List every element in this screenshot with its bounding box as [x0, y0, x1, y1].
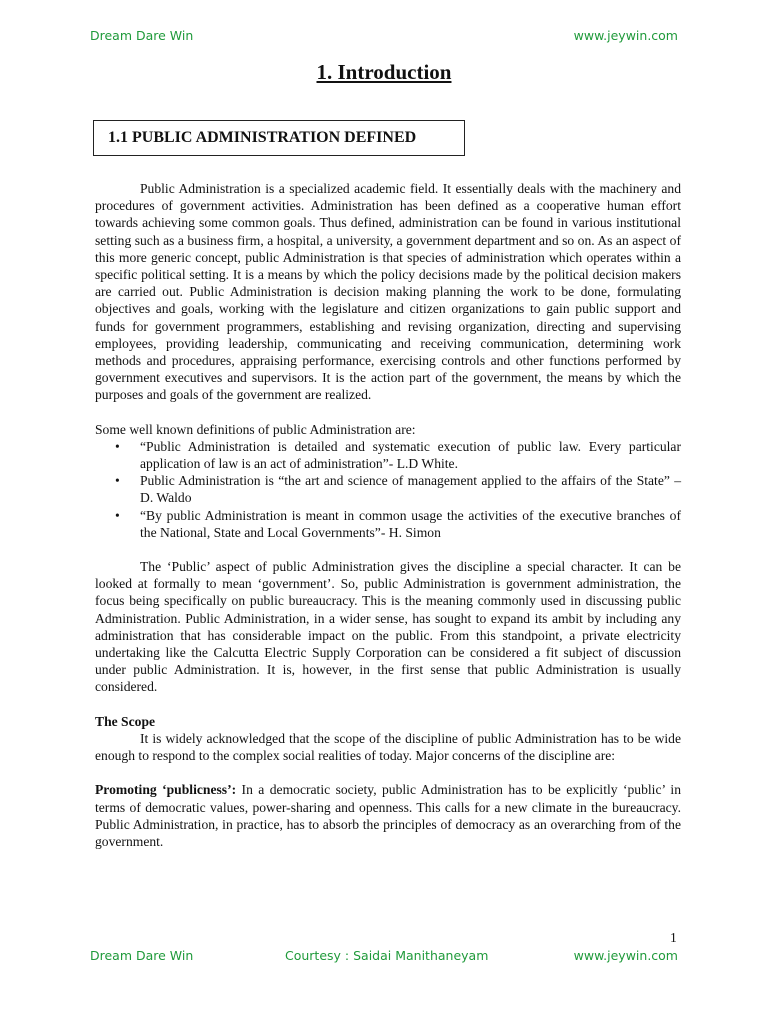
definitions-list	[95, 438, 681, 541]
scope-heading: The Scope	[95, 713, 156, 729]
public-aspect-paragraph: The ‘Public’ aspect of public Administration gives the discipline a special character. It can be looked at formally to mean ‘government’. So, public Administration is government administration, the focus being specifically on public bureaucracy. This is the meaning commonly used in discussing public Administration. Public Administration, in a wider sense, has sought to expand its ambit by including any administration that has considerable impact on the public. From this standpoint, a private electricity undertaking like the Calcutta Electric Supply Corporation can be considered a fit subject of discussion under public Administration. It is, however, in the first sense that public Administration is usually considered.	[95, 559, 681, 695]
document-body	[95, 180, 681, 850]
footer-courtesy: Courtesy : Saidai Manithaneyam	[285, 948, 489, 963]
publicness-paragraph	[95, 781, 681, 850]
page-header	[90, 28, 678, 48]
publicness-text: In a democratic society, public Administration has to be explicitly ‘public’ in terms of democratic values, power-sharing and openness. This calls for a new climate in the bureaucracy. Public Administration, in practice, has to absorb the principles of democracy as an overarching from of the government.	[95, 782, 681, 849]
list-item	[95, 472, 681, 506]
section-heading: 1.1 PUBLIC ADMINISTRATION DEFINED	[93, 120, 465, 156]
list-item	[95, 507, 681, 541]
definition-text: Public Administration is “the art and science of management applied to the affairs of the State” – D. Waldo	[140, 473, 681, 506]
bullet-icon: •	[115, 473, 120, 489]
bullet-icon: •	[115, 507, 120, 523]
publicness-label: Promoting ‘publicness’:	[95, 782, 237, 798]
page-number: 1	[670, 930, 677, 945]
intro-paragraph: Public Administration is a specialized academic field. It essentially deals with the machinery and procedures of government activities. Administration has been defined as a cooperative human effort towards achieving some common goals. Thus defined, administration can be found in various institutional setting such as a business firm, a hospital, a university, a government department and so on. As an aspect of this more generic concept, public Administration is that species of administration which operates within a specific political setting. It is a means by which the policy decisions made by the political decision makers are carried out. Public Administration is decision making planning the work to be done, formulating objectives and goals, working with the legislature and citizen organizations to gain public support and funds for government programmers, establishing and revising organization, directing and supervising employees, providing leadership, communicating and receiving communication, determining work methods and procedures, appraising performance, exercising controls and other functions performed by government executives and supervisors. It is the action part of the government, the means by which the purposes and goals of the government are realized.	[95, 181, 681, 403]
footer-brand: Dream Dare Win	[90, 948, 194, 963]
definition-text: “Public Administration is detailed and systematic execution of public law. Every particular application of law is an act of administration”- L.D White.	[140, 438, 681, 472]
scope-paragraph: It is widely acknowledged that the scope of the discipline of public Administration has to be wide enough to respond to the complex social realities of today. Major concerns of the discipline are:	[95, 730, 681, 764]
header-brand: Dream Dare Win	[90, 28, 194, 43]
page-title: 1. Introduction	[316, 60, 452, 84]
definition-text: “By public Administration is meant in common usage the activities of the executive branches of the National, State and Local Governments”- H. Simon	[140, 507, 681, 540]
page-footer	[90, 948, 678, 968]
footer-website: www.jeywin.com	[573, 948, 678, 963]
header-website: www.jeywin.com	[573, 28, 678, 43]
list-item	[95, 438, 681, 472]
bullet-icon: •	[115, 438, 120, 454]
definitions-intro: Some well known definitions of public Administration are:	[95, 421, 416, 437]
